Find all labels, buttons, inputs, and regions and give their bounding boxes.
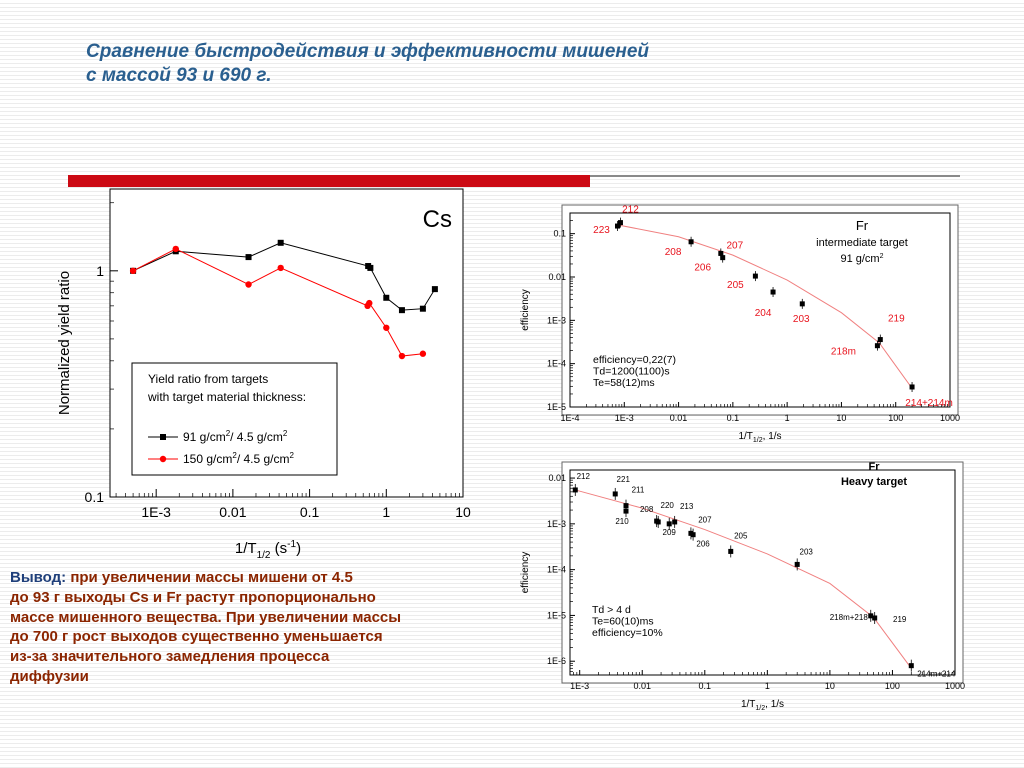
fr2-y-tick-label: 0.01	[548, 473, 566, 484]
fr2-x-tick-label: 1000	[944, 681, 966, 691]
fr2-data-point	[613, 491, 618, 496]
fr2-frame	[562, 462, 963, 683]
fr2-point-label: 221	[616, 474, 630, 484]
fr1-annotation-1: efficiency=0,22(7)	[593, 354, 676, 366]
cs-data-point	[173, 246, 179, 252]
fr1-y-tick-label: 0.01	[548, 272, 566, 283]
cs-data-point	[399, 307, 405, 313]
fr2-y-tick-label: 1E-4	[546, 564, 566, 575]
fr2-point-label: 220	[660, 500, 674, 510]
fr1-data-point	[689, 239, 694, 244]
cs-legend-entry-2: 150 $g/cm^2/$ 4.5 $g/cm^2$	[183, 451, 294, 466]
fr1-x-axis-label: $1/T_{1/2}$, 1/s	[738, 431, 782, 444]
fr2-chart-subtitle: Heavy target	[840, 476, 908, 488]
fr1-data-point	[771, 290, 776, 295]
fr1-x-tick-label: 0.01	[669, 413, 688, 423]
fr2-chart-title: Fr	[868, 461, 880, 473]
fr1-y-tick-label: 1E-5	[546, 402, 566, 412]
cs-legend-marker	[160, 434, 166, 440]
fr1-point-label: 218m	[830, 346, 856, 358]
conclusion-line-3: массе мишенного вещества. При увеличении массы	[10, 608, 402, 626]
fr2-point-label: 212	[576, 471, 590, 481]
fr2-data-point	[672, 519, 677, 524]
fr2-y-tick-label: 1E-6	[546, 656, 566, 667]
fr1-point-label: 219	[887, 313, 905, 325]
fr1-data-point	[753, 274, 758, 279]
fr2-point-label: 206	[696, 539, 710, 549]
fr2-y-tick-label: 1E-5	[546, 610, 566, 621]
cs-data-point	[130, 268, 136, 274]
cs-data-point	[277, 265, 283, 271]
title-line-2: с массой 93 и 690 г.	[86, 65, 272, 86]
fr1-point-label: 208	[664, 246, 682, 258]
cs-y-axis-label: Normalized yield ratio	[56, 270, 73, 416]
fr1-annotation-2: Td=1200(1100)s	[593, 365, 670, 378]
fr1-data-point	[910, 384, 915, 389]
cs-legend-entry-1: 91 $g/cm^2/$ 4.5 $g/cm^2$	[183, 429, 288, 444]
fr1-x-tick-label: 1E-3	[614, 413, 634, 423]
fr1-chart-subtitle-2: 91 $g/cm^2$	[840, 253, 884, 265]
fr2-point-label: 209	[662, 527, 676, 537]
fr1-y-tick-label: 1E-3	[546, 315, 566, 326]
cs-x-tick-label: 1	[382, 504, 391, 520]
fr1-x-tick-label: 0.1	[726, 413, 740, 423]
fr1-x-tick-label: 1	[784, 413, 790, 423]
fr2-x-axis-label: $1/T_{1/2}$, 1/s	[740, 699, 785, 712]
title-line-1: Сравнение быстродействия и эффективности мишеней	[86, 41, 650, 62]
cs-data-point	[420, 306, 426, 312]
fr2-x-tick-label: 1	[764, 681, 770, 691]
fr1-point-label: 223	[593, 225, 610, 237]
fr2-point-label: 213	[679, 501, 694, 511]
cs-x-tick-label: 0.1	[299, 504, 320, 520]
fr2-x-tick-label: 0.1	[698, 681, 712, 691]
cs-data-point	[246, 254, 252, 260]
chart-cs	[50, 185, 480, 565]
fr2-x-tick-label: 0.01	[633, 681, 652, 691]
fr1-point-label: 205	[727, 280, 744, 292]
fr1-data-point	[618, 220, 623, 225]
conclusion-text-1: при увеличении массы мишени от 4.5	[66, 569, 353, 586]
fr1-x-tick-label: 100	[888, 413, 904, 423]
cs-x-axis-label: $1/T_{1/2}$ $(s^{-1})$	[234, 539, 302, 561]
divider-line	[590, 175, 960, 177]
fr2-data-point	[573, 487, 578, 492]
conclusion-line-2: до 93 г выходы Cs и Fr растут пропорционально	[10, 588, 376, 606]
cs-x-tick-label: 10	[455, 504, 471, 520]
fr2-data-point	[691, 532, 696, 537]
cs-legend-title-2: with target material thickness:	[148, 390, 307, 404]
conclusion-line-5: из-за значительного замедления процесса	[10, 648, 330, 666]
cs-chart-title: Cs	[422, 206, 452, 233]
fr2-data-point	[624, 509, 629, 514]
cs-data-point	[278, 240, 284, 246]
fr1-y-tick-label: 1E-4	[546, 358, 566, 369]
fr1-point-label: 203	[792, 313, 810, 325]
fr2-point-label: 205	[734, 531, 748, 541]
fr1-chart-subtitle: intermediate target	[816, 237, 908, 249]
fr1-y-axis-label: efficiency	[520, 289, 531, 331]
fr2-data-point	[909, 663, 914, 668]
fr2-x-tick-label: 10	[824, 681, 835, 691]
fr1-point-label: 214+214m	[905, 397, 953, 409]
cs-x-tick-label: 0.01	[219, 504, 247, 520]
cs-data-point	[420, 351, 426, 357]
chart-fr-heavy	[500, 450, 970, 715]
fr1-point-label: 204	[754, 308, 772, 320]
conclusion-line-1	[10, 568, 540, 588]
fr1-x-tick-label: 1E-4	[560, 413, 580, 423]
fr2-point-label: 208	[639, 505, 654, 515]
cs-data-point	[366, 300, 372, 306]
cs-data-point	[367, 265, 373, 271]
fr2-annotation-1: Td > 4 d	[592, 604, 631, 616]
fr2-y-axis-label: efficiency	[520, 551, 531, 594]
conclusion	[10, 568, 540, 687]
fr2-point-label: 203	[799, 547, 813, 557]
fr2-annotation-2: Te=60(10)ms	[592, 615, 654, 628]
fr1-x-tick-label: 10	[836, 413, 847, 423]
fr2-point-label: 207	[698, 515, 712, 525]
fr2-data-point	[656, 519, 661, 524]
cs-data-point	[432, 286, 438, 292]
fr1-data-point	[800, 301, 805, 306]
fr2-point-label: 210	[615, 517, 629, 527]
fr1-point-label: 206	[694, 262, 712, 274]
fr2-data-point	[667, 521, 672, 526]
cs-legend-marker	[160, 456, 166, 462]
fr1-data-point	[875, 343, 880, 348]
cs-legend	[132, 363, 337, 475]
cs-y-tick-label: 0.1	[84, 489, 104, 505]
cs-data-point	[383, 325, 389, 331]
fr2-point-label: 219	[893, 614, 907, 624]
cs-data-point	[399, 353, 405, 359]
fr2-x-tick-label: 1E-3	[570, 681, 590, 691]
fr2-y-tick-label: 1E-3	[546, 518, 566, 529]
fr2-x-tick-label: 100	[884, 681, 900, 691]
fr1-y-tick-label: 0.1	[553, 228, 566, 239]
cs-data-point	[245, 281, 251, 287]
fr2-data-point	[728, 549, 733, 554]
fr2-data-point	[795, 562, 800, 567]
fr2-point-label: 214m+214	[917, 669, 956, 679]
fr1-chart-title: Fr	[855, 218, 869, 233]
slide-title	[86, 40, 806, 88]
fr1-data-point	[878, 337, 883, 342]
cs-x-tick-label: 1E-3	[141, 504, 171, 520]
conclusion-line-6: диффузии	[10, 667, 89, 685]
fr2-annotation-3: efficiency=10%	[592, 627, 663, 639]
fr2-data-point	[872, 615, 877, 620]
fr2-point-label: 211	[631, 485, 645, 495]
conclusion-line-4: до 700 г рост выходов существенно уменьшается	[10, 628, 383, 646]
cs-y-tick-label: 1	[96, 262, 104, 279]
fr2-point-label: 218m+218	[829, 612, 868, 622]
fr1-point-label: 207	[726, 240, 744, 252]
conclusion-label: Вывод:	[10, 569, 67, 586]
fr1-data-point	[720, 255, 725, 260]
fr1-annotation-3: Te=58(12)ms	[593, 377, 655, 389]
fr1-x-tick-label: 1000	[939, 413, 961, 423]
fr1-point-label: 212	[622, 204, 639, 216]
cs-data-point	[383, 295, 389, 301]
chart-fr-intermediate	[500, 200, 970, 450]
cs-legend-title-1: Yield ratio from targets	[148, 372, 269, 386]
